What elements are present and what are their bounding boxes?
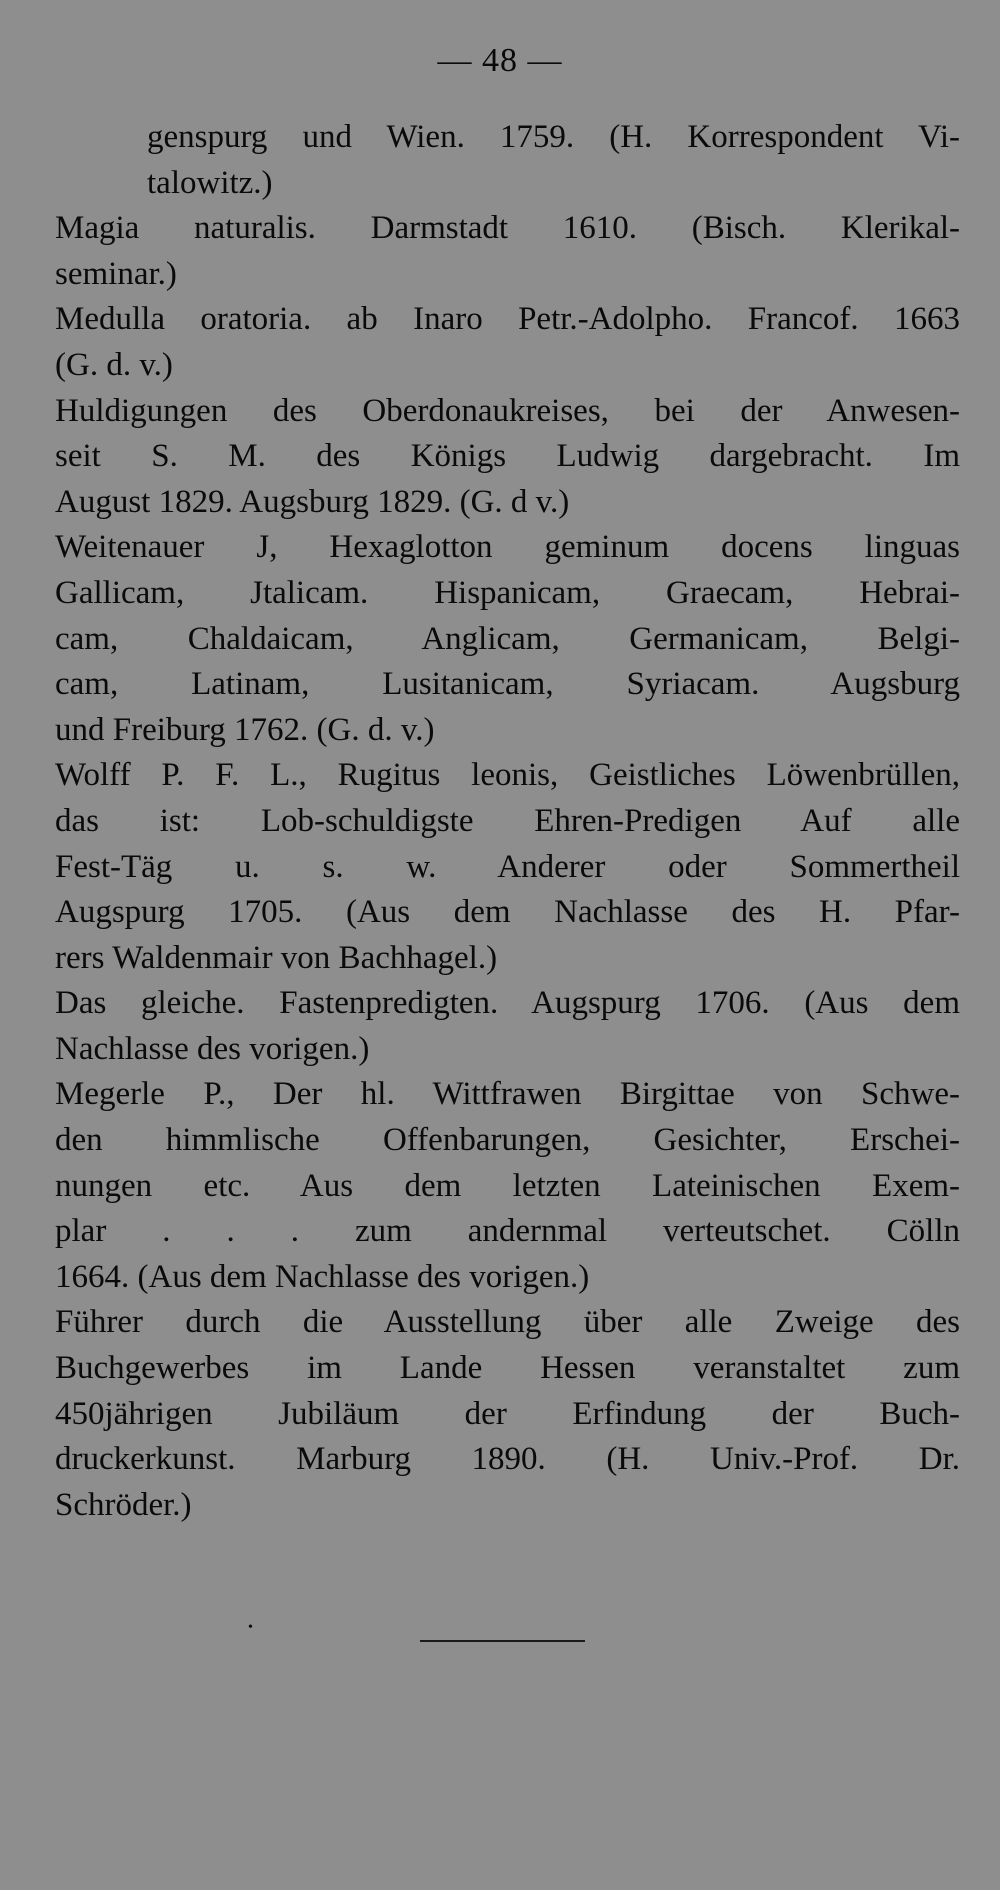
entry-line: und Freiburg 1762. (G. d. v.) — [55, 711, 435, 748]
entry-line: Megerle P., Der hl. Wittfrawen Birgittae von Schwe- — [55, 1076, 960, 1113]
bibliography-entry — [55, 1300, 960, 1528]
section-end-rule — [420, 1640, 585, 1642]
entry-line: cam, Chaldaicam, Anglicam, Germanicam, Belgi- — [55, 620, 960, 657]
bibliography-entry — [55, 981, 960, 1072]
entry-line: rers Waldenmair von Bachhagel.) — [55, 939, 498, 976]
entry-line: nungen etc. Aus dem letzten Lateinischen Exem- — [55, 1167, 960, 1204]
entry-line: Schröder.) — [55, 1486, 192, 1523]
entry-line: plar . . . zum andernmal verteutschet. Cölln — [55, 1213, 960, 1250]
entry-line: das ist: Lob-schuldigste Ehren-Predigen Auf alle — [55, 802, 960, 839]
entry-line: Weitenauer J, Hexaglotton geminum docens linguas — [55, 529, 960, 566]
bibliography-entry — [55, 206, 960, 297]
entry-line: Augspurg 1705. (Aus dem Nachlasse des H. Pfar- — [55, 894, 960, 931]
entry-line: seit S. M. des Königs Ludwig dargebracht. Im — [55, 438, 960, 475]
entry-line: 450jährigen Jubiläum der Erfindung der Buch- — [55, 1395, 960, 1432]
page-number: — 48 — — [437, 42, 563, 79]
bibliography-entry — [55, 389, 960, 526]
entry-line: genspurg und Wien. 1759. (H. Korrespondent Vi- — [147, 119, 960, 155]
entry-line: August 1829. Augsburg 1829. (G. d v.) — [55, 483, 570, 520]
entry-line: 1664. (Aus dem Nachlasse des vorigen.) — [55, 1258, 590, 1295]
entry-line: talowitz.) — [147, 164, 273, 201]
bibliography-entry — [55, 753, 960, 981]
entry-line: druckerkunst. Marburg 1890. (H. Univ.-Prof. Dr. — [55, 1441, 960, 1478]
bibliography-entry — [55, 115, 960, 206]
bibliography-entry — [55, 297, 960, 388]
entry-line: den himmlische Offenbarungen, Gesichter, Erschei- — [55, 1122, 960, 1159]
entry-line: Wolff P. F. L., Rugitus leonis, Geistliches Löwenbrüllen, — [55, 757, 960, 794]
entry-line: Nachlasse des vorigen.) — [55, 1030, 370, 1067]
bibliography-entry — [55, 1072, 960, 1300]
bibliography-entry — [55, 525, 960, 753]
entry-line: Gallicam, Jtalicam. Hispanicam, Graecam, Hebrai- — [55, 574, 960, 611]
entry-line: Buchgewerbes im Lande Hessen veranstaltet zum — [55, 1350, 960, 1387]
entry-line: Das gleiche. Fastenpredigten. Augspurg 1706. (Aus dem — [55, 985, 960, 1022]
entry-line: Medulla oratoria. ab Inaro Petr.-Adolpho. Francof. 1663 — [55, 301, 960, 338]
entry-line: Magia naturalis. Darmstadt 1610. (Bisch. Klerikal- — [55, 210, 960, 247]
entry-line: seminar.) — [55, 255, 177, 292]
entry-line: Huldigungen des Oberdonaukreises, bei der Anwesen- — [55, 392, 960, 429]
entry-line: (G. d. v.) — [55, 346, 173, 383]
ornament-mark: • — [248, 1620, 253, 1635]
bibliography-list — [55, 115, 960, 1528]
entry-line: Fest-Täg u. s. w. Anderer oder Sommertheil — [55, 848, 960, 885]
entry-line: Führer durch die Ausstellung über alle Zweige des — [55, 1304, 960, 1341]
entry-line: cam, Latinam, Lusitanicam, Syriacam. Augsburg — [55, 666, 960, 703]
